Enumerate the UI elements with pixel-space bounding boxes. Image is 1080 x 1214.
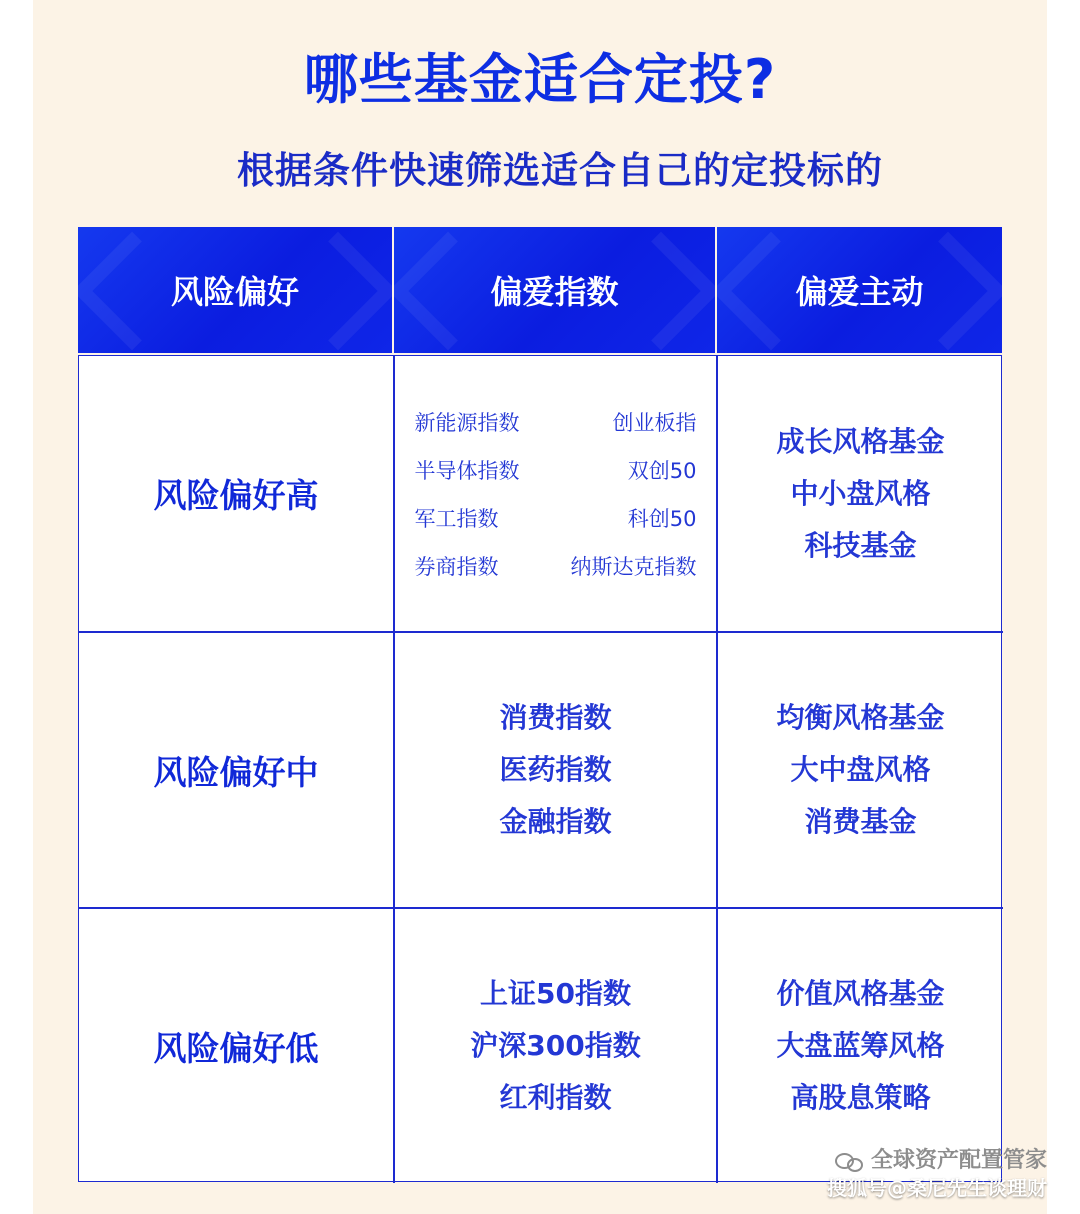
active-item: 大盘蓝筹风格 (776, 1029, 945, 1062)
table-header-risk (78, 227, 392, 353)
low-index-list (470, 973, 640, 1119)
active-item: 大中盘风格 (790, 753, 931, 786)
index-item: 消费指数 (499, 701, 612, 734)
index-item: 医药指数 (499, 753, 612, 786)
high-active-list (776, 421, 944, 567)
page-title: 哪些基金适合定投? (303, 48, 777, 111)
wechat-icon (835, 1150, 863, 1172)
table-header-active (717, 227, 1002, 353)
active-item: 均衡风格基金 (776, 701, 945, 734)
risk-high-label: 风险偏好高 (153, 476, 319, 515)
page-subtitle: 根据条件快速筛选适合自己的定投标的 (237, 149, 883, 192)
risk-high-cell (79, 356, 393, 631)
risk-low-label: 风险偏好低 (153, 1028, 319, 1068)
medium-index-list (499, 697, 611, 843)
index-item: 券商指数 (414, 554, 499, 579)
active-item: 科技基金 (804, 528, 917, 562)
table-header-risk-label: 风险偏好 (170, 273, 299, 311)
medium-active-list (776, 697, 944, 843)
high-index-cell (395, 356, 716, 631)
index-item: 新能源指数 (414, 410, 520, 435)
risk-low-cell (79, 909, 393, 1183)
medium-active-cell (718, 633, 1003, 907)
watermark (827, 1147, 1047, 1201)
active-item: 高股息策略 (790, 1081, 931, 1114)
active-item: 价值风格基金 (776, 977, 945, 1010)
risk-medium-label: 风险偏好中 (153, 752, 319, 792)
high-index-list (415, 407, 697, 581)
index-item: 金融指数 (499, 805, 612, 838)
index-item: 双创50 (627, 458, 697, 483)
index-item: 科创50 (627, 506, 697, 531)
table-header-index (394, 227, 715, 353)
index-item: 创业板指 (612, 410, 697, 435)
index-item: 上证50指数 (480, 977, 631, 1010)
index-item: 沪深300指数 (470, 1029, 641, 1062)
low-active-list (776, 973, 944, 1119)
index-item: 军工指数 (414, 506, 499, 531)
low-active-cell (718, 909, 1003, 1183)
low-index-cell (395, 909, 716, 1183)
watermark-account-name: 全球资产配置管家 (870, 1148, 1047, 1173)
medium-index-cell (395, 633, 716, 907)
high-active-cell (718, 356, 1003, 631)
index-item: 半导体指数 (414, 458, 520, 483)
active-item: 中小盘风格 (790, 476, 931, 510)
watermark-account (827, 1147, 1047, 1175)
active-item: 成长风格基金 (776, 424, 945, 458)
active-item: 消费基金 (804, 805, 917, 838)
table-header-index-label: 偏爱指数 (490, 273, 619, 311)
fund-selection-table (78, 355, 1002, 1182)
index-item: 纳斯达克指数 (570, 554, 697, 579)
risk-medium-cell (79, 633, 393, 907)
watermark-source: 搜狐号@桑尼先生谈理财 (827, 1176, 1047, 1200)
index-item: 红利指数 (499, 1081, 612, 1114)
table-header-active-label: 偏爱主动 (795, 273, 924, 311)
